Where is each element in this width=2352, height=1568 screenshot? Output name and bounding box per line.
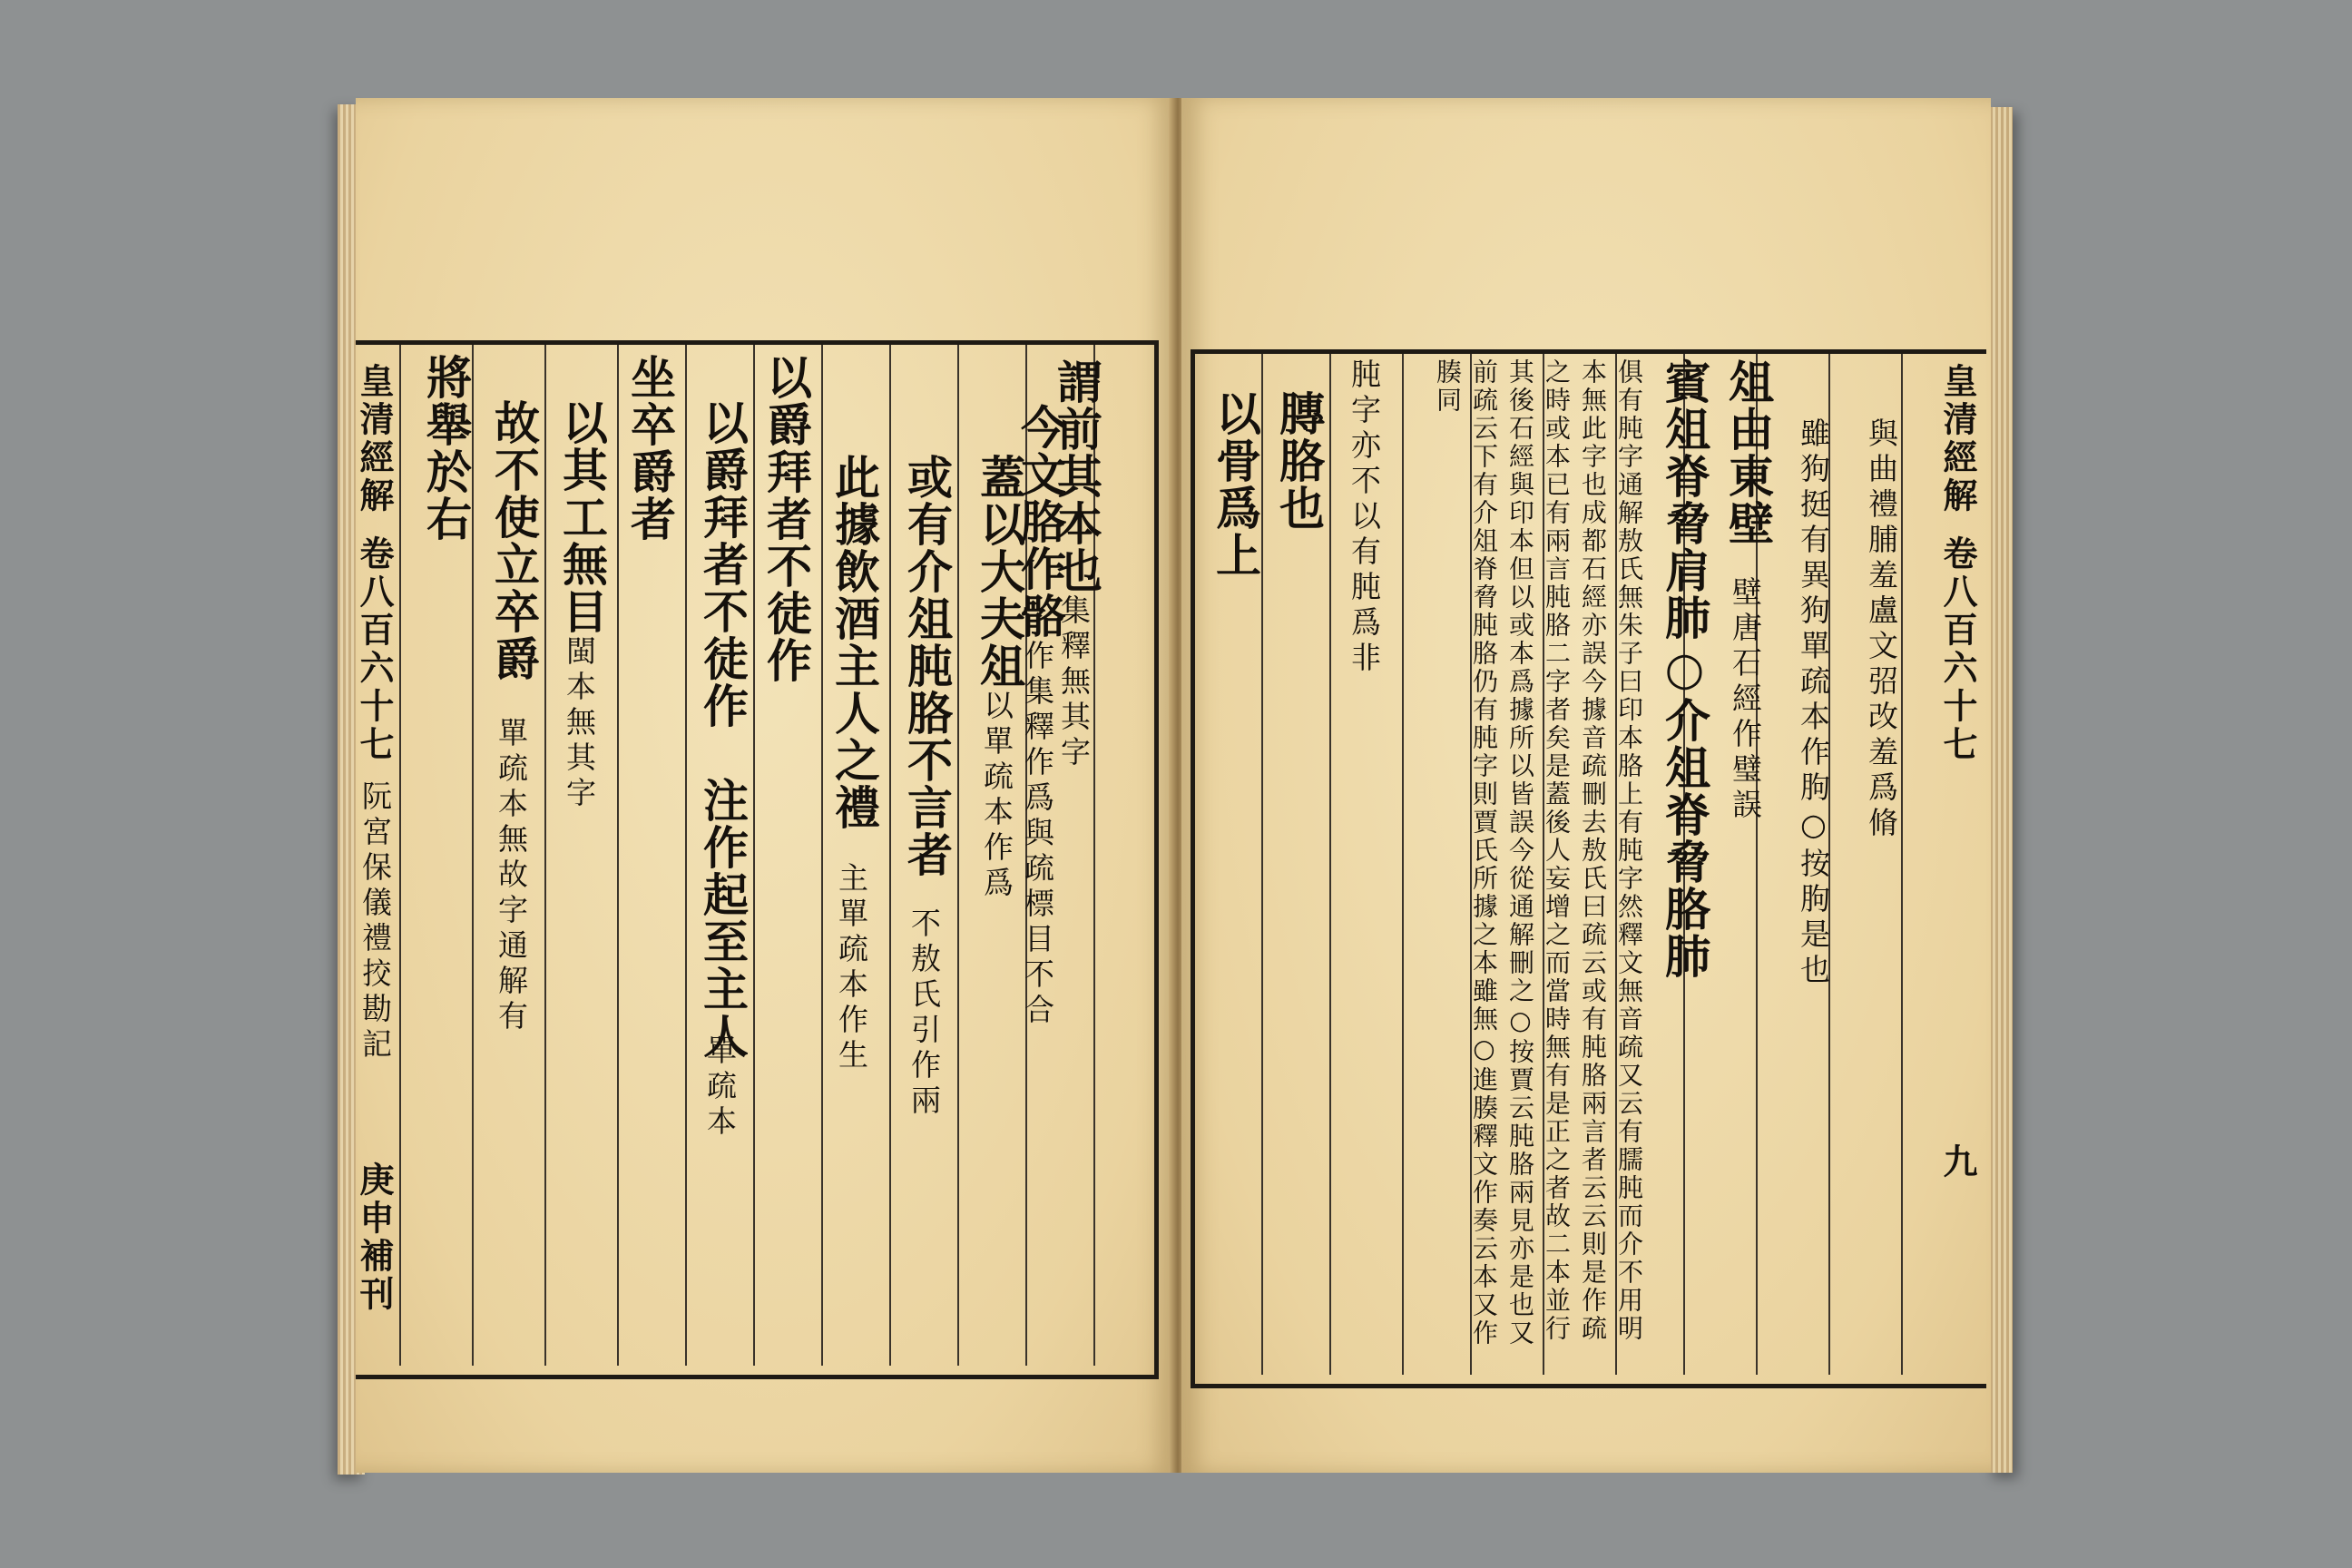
left-margin-edition: 庚申補刊 (354, 1161, 395, 1314)
left-col-3-note: 以單疏本作爲 (979, 690, 1014, 902)
right-page-edges (1987, 107, 2013, 1473)
left-margin-header: 皇清經解 (354, 363, 395, 515)
right-col-3-main: 俎由東壁 (1721, 358, 1775, 547)
left-col-2-main: 今文胳作骼 (1014, 404, 1067, 640)
left-col-3-main: 蓋以大夫俎 (973, 454, 1026, 690)
left-margin-volume: 卷八百六十七 (354, 535, 395, 764)
left-col-1-note: 集釋無其字 (1056, 594, 1092, 771)
right-margin-leaf: 九 (1937, 1143, 1978, 1181)
column-rule (889, 345, 891, 1366)
right-col-8-main: 以骨爲上 (1209, 390, 1262, 579)
right-margin-header: 皇清經解 (1937, 363, 1978, 515)
left-col-2-note: 作集釋作爲與疏標目不合 (1020, 640, 1055, 1029)
left-col-6-main: 以爵拜者不徒作 (760, 354, 813, 684)
right-col-5-note: 俱有肫字通解敖氏無朱子曰印本胳上有肫字然釋文無音疏又云有臑肫而介不用明本無此字也成都石經亦誤今據音疏刪去敖氏曰疏云或有肫胳兩言者云云則是作疏之時或本已有兩言肫胳二字者矣是蓋後人妄增之而當時無有是正之者故二本並行其後石經與印本但以或本爲據所以皆誤今從通解刪之○按賈云肫胳兩見亦是也又前疏云下有介俎脊脅肫胳仍有肫字則賈氏所據之本雖無○進腠釋文作奏云本又作腠同 (1433, 358, 1644, 1348)
left-margin-work: 阮宮保儀禮挍勘記 (358, 780, 393, 1063)
left-col-11-main: 將舉於右 (419, 354, 473, 543)
column-rule (685, 345, 687, 1366)
right-col-4-main: 賓俎脊脅肩肺○介俎脊脅胳肺 (1658, 358, 1711, 980)
left-col-7-main: 以爵拜者不徒作 注作起至主人 (696, 399, 750, 1060)
right-margin-volume: 卷八百六十七 (1937, 535, 1978, 764)
column-rule (399, 345, 401, 1366)
left-col-10-note: 單疏本無故字通解有 (494, 717, 529, 1035)
left-col-5-main: 此據飲酒主人之禮 (828, 454, 881, 831)
left-col-7-note: 單疏本 (702, 1034, 738, 1141)
left-col-5-note: 主單疏本作生 (834, 862, 869, 1074)
left-col-4-main: 或有介俎肫胳不言者 (900, 454, 954, 878)
right-col-1-note: 與曲禮脯羞盧文弨改羞爲脩 (1864, 417, 1899, 842)
left-col-9-note: 閩本無其字 (562, 635, 597, 812)
left-col-10-main: 故不使立卒爵 (487, 399, 541, 682)
right-col-2-note: 雖狗挺有異狗單疏本作朐○按朐是也 (1796, 417, 1831, 989)
right-col-6-note: 肫字亦不以有肫爲非 (1347, 358, 1382, 677)
left-col-9-main: 以其工無目 (555, 399, 609, 635)
left-col-4-note: 不敖氏引作兩 (906, 907, 942, 1120)
right-col-3-note: 壁唐石經作璧誤 (1728, 576, 1763, 824)
left-col-8-main: 坐卒爵者 (623, 354, 677, 543)
right-col-7-main: 膞胳也 (1272, 390, 1326, 532)
left-col-1-main: 謂前其本也 (1050, 358, 1103, 594)
